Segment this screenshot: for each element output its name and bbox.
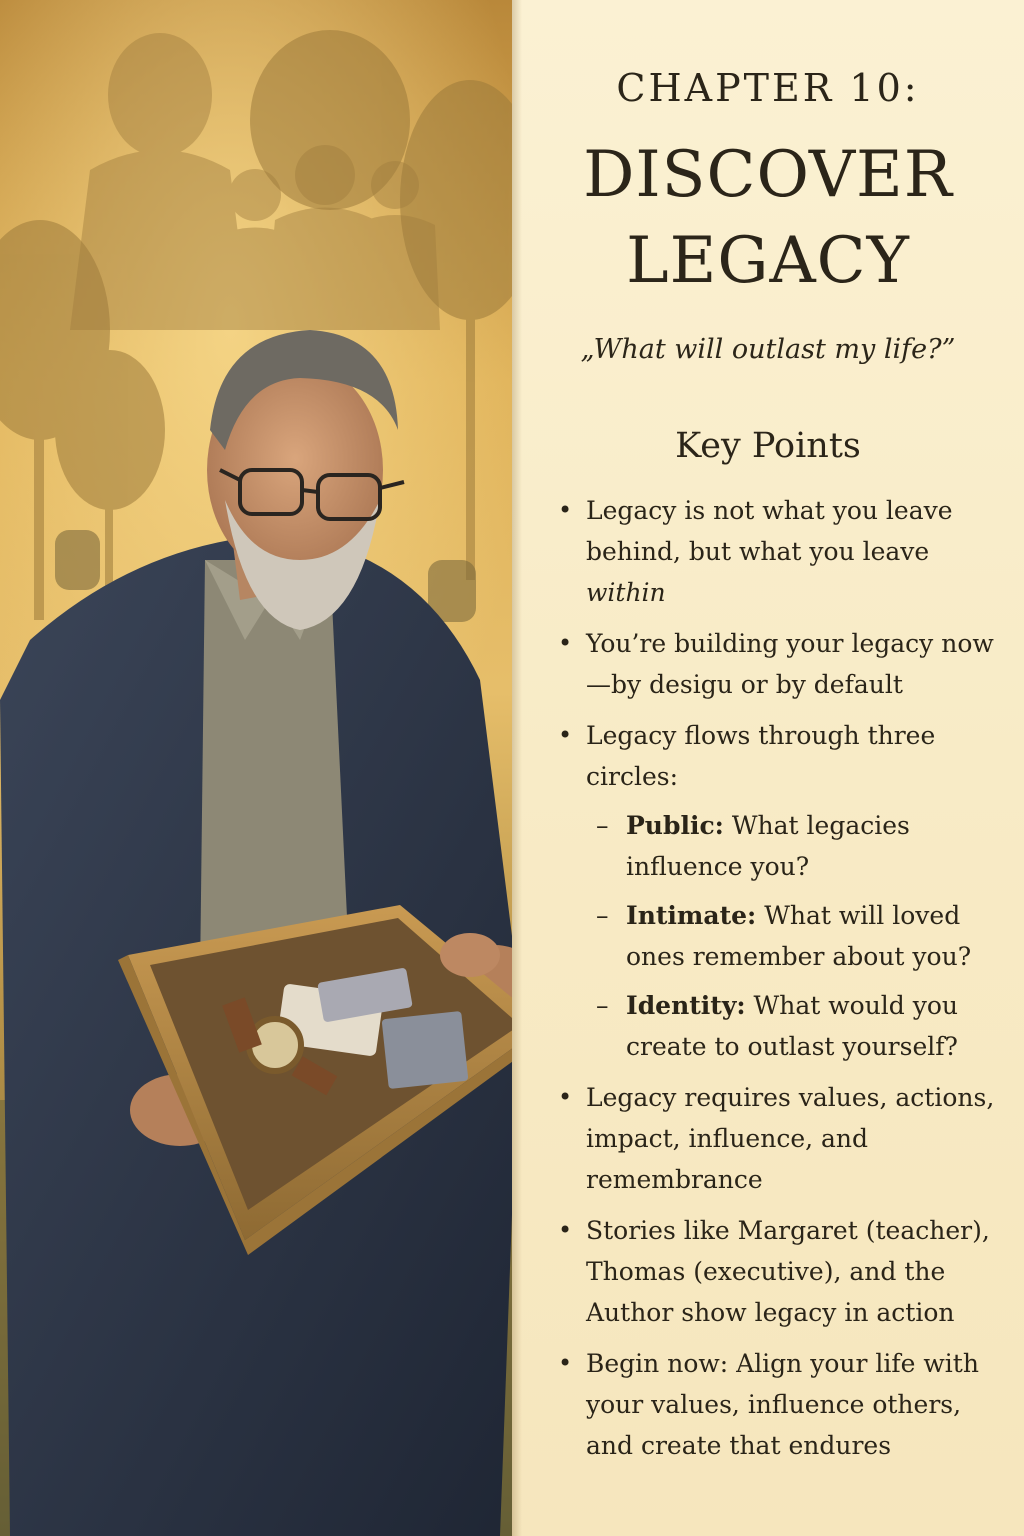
key-point-6-text: Begin now: Align your life with your values, influence others, and create that endures xyxy=(586,1349,979,1460)
circle-public-label: Public: xyxy=(626,811,724,840)
circle-identity-label: Identity: xyxy=(626,991,746,1020)
circle-identity xyxy=(586,985,1008,1067)
circle-intimate xyxy=(586,895,1008,977)
circle-identity-text: What would you create to outlast yourself? xyxy=(626,991,959,1061)
title-line-2: LEGACY xyxy=(626,224,910,298)
key-point-4-text: Legacy requires values, actions, impact, influence, and remembrance xyxy=(586,1083,995,1194)
circle-public-text: What legacies influence you? xyxy=(626,811,910,881)
key-point-1-emphasis: within xyxy=(586,578,666,607)
chapter-title xyxy=(512,132,1024,304)
key-points-list xyxy=(558,490,1008,1476)
title-line-1: DISCOVER xyxy=(583,138,953,212)
key-point-6 xyxy=(558,1343,1008,1466)
key-point-1 xyxy=(558,490,1008,613)
key-point-1-text: Legacy is not what you leave behind, but what you leave xyxy=(586,496,953,566)
key-point-4 xyxy=(558,1077,1008,1200)
key-point-5-text: Stories like Margaret (teacher), Thomas (executive), and the Author show legacy in action xyxy=(586,1216,990,1327)
circle-public xyxy=(586,805,1008,887)
chapter-number: CHAPTER 10: xyxy=(616,66,920,110)
key-point-5 xyxy=(558,1210,1008,1333)
circle-intimate-label: Intimate: xyxy=(626,901,757,930)
circle-intimate-text: What will loved ones remember about you? xyxy=(626,901,972,971)
legacy-circles-list xyxy=(586,805,1008,1067)
key-point-2-text: You’re building your legacy now—by desigu or by default xyxy=(586,629,994,699)
chapter-summary-panel xyxy=(512,0,1024,1536)
key-points-heading: Key Points xyxy=(675,426,861,466)
chapter-question: „What will outlast my life?” xyxy=(580,334,956,365)
key-point-2 xyxy=(558,623,1008,705)
key-point-3-text: Legacy flows through three circles: xyxy=(586,721,936,791)
key-point-3 xyxy=(558,715,1008,1067)
